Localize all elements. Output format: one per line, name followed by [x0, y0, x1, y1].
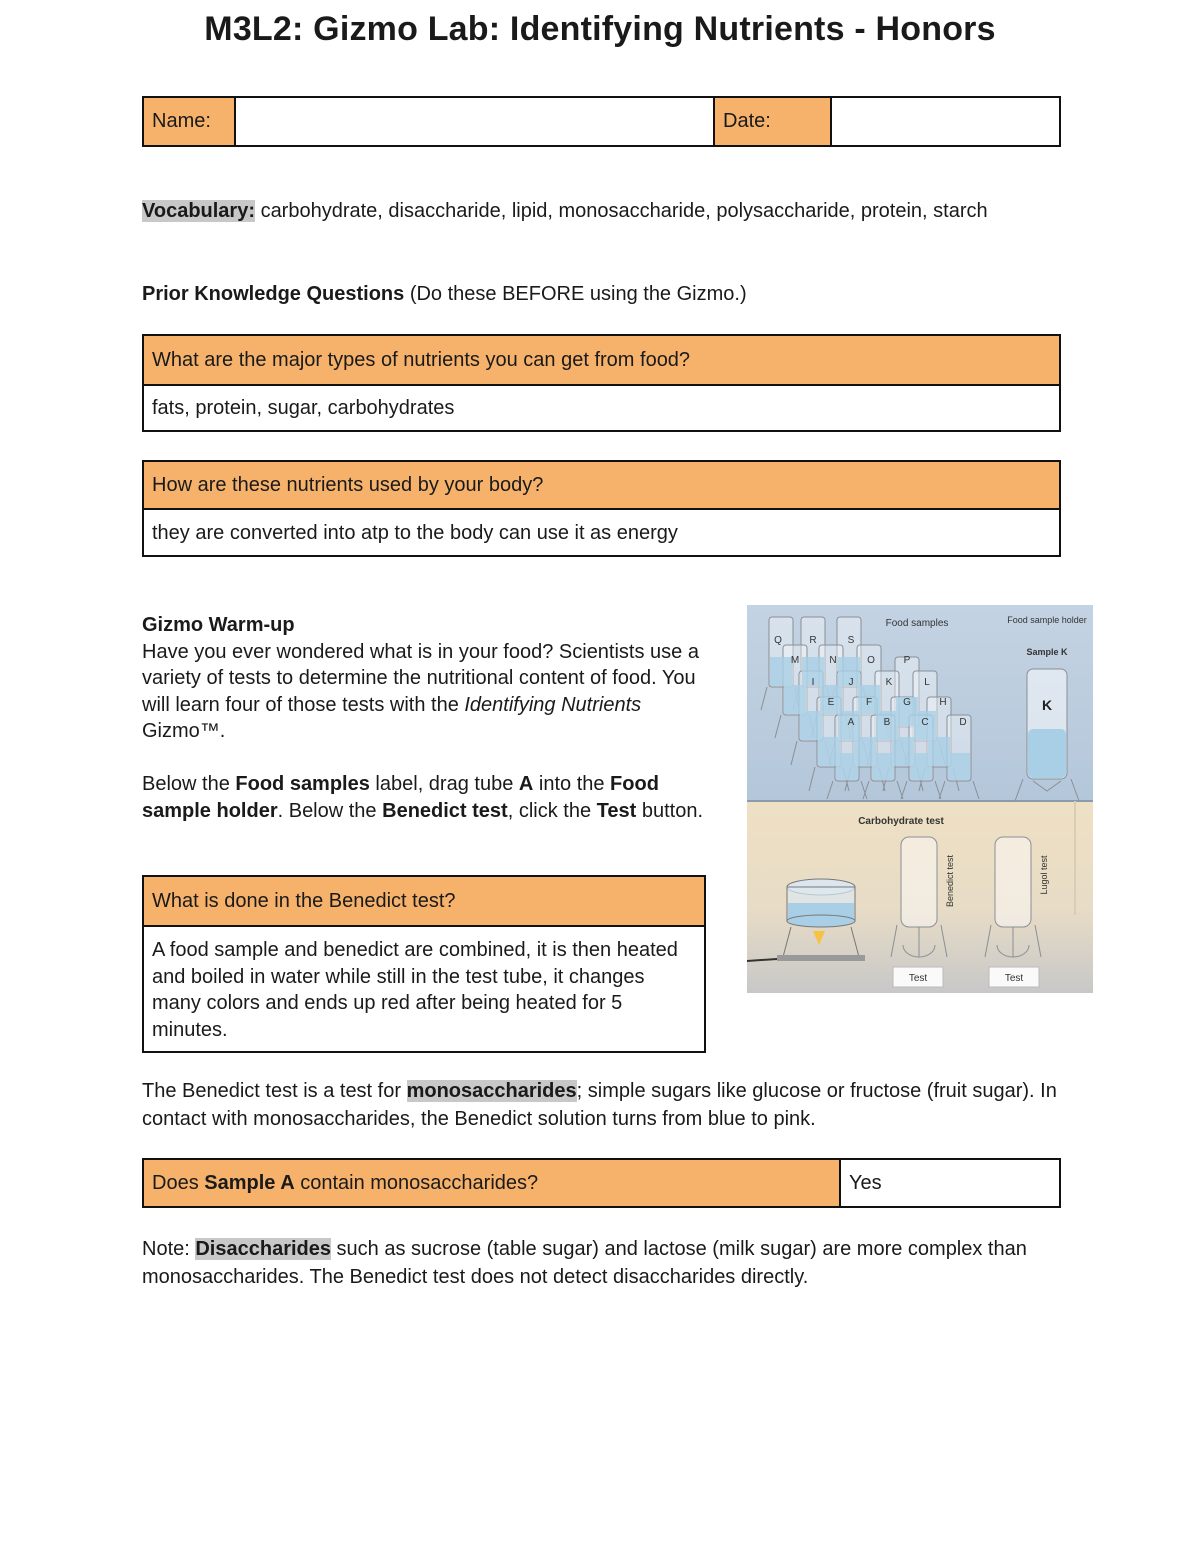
lugol-label: Lugol test: [1039, 855, 1049, 895]
tube-label: H: [939, 697, 947, 708]
date-label: Date:: [715, 98, 832, 145]
warmup-instructions: Below the Food samples label, drag tube A into the Food sample holder. Below the Benedict test, click the Test button.: [142, 773, 703, 822]
food-samples-label: Food samples: [885, 618, 949, 629]
monosaccharides-term: monosaccharides: [406, 1080, 577, 1102]
question-2: How are these nutrients used by your body?: [144, 462, 1059, 510]
test-button-benedict[interactable]: [893, 967, 943, 987]
sample-a-question-row: [142, 1158, 1061, 1208]
vocabulary-label: Vocabulary:: [142, 200, 255, 222]
question-box-1: [142, 334, 1061, 432]
note-paragraph: Note: Disaccharides such as sucrose (table sugar) and lactose (milk sugar) are more complex than monosaccharides. The Benedict test does not detect disaccharides directly.: [142, 1238, 1027, 1288]
warmup-heading: Gizmo Warm-up: [142, 614, 295, 636]
sample-a-answer[interactable]: Yes: [849, 1172, 882, 1194]
name-date-table: [142, 96, 1061, 147]
tube-label: C: [921, 717, 929, 728]
prior-knowledge-heading: [142, 283, 747, 306]
disaccharides-term: Disaccharides: [195, 1238, 331, 1260]
svg-text:Test: Test: [908, 973, 928, 984]
prior-knowledge-note: (Do these BEFORE using the Gizmo.): [409, 283, 747, 305]
tube-label: N: [829, 655, 837, 666]
name-label: Name:: [144, 98, 236, 145]
holder-label: Food sample holder: [1007, 615, 1087, 625]
warmup-section: [142, 612, 712, 824]
tube-label: Q: [774, 635, 782, 646]
benedict-paragraph: The Benedict test is a test for monosaccharides; simple sugars like glucose or fructose (fruit sugar). In contact with monosaccharides, the Benedict solution turns from blue to pink.: [142, 1080, 1057, 1130]
tube-label: F: [865, 697, 873, 708]
tube-label: S: [847, 635, 855, 646]
tube-label: P: [903, 655, 911, 666]
holder-tube-letter: K: [1041, 697, 1053, 713]
tube-label: G: [903, 697, 911, 708]
tube-label: J: [848, 677, 854, 688]
answer-1[interactable]: fats, protein, sugar, carbohydrates: [144, 386, 1059, 430]
tube-label: A: [847, 717, 855, 728]
tube-label: L: [924, 677, 930, 688]
page-title: M3L2: Gizmo Lab: Identifying Nutrients - Honors: [204, 10, 996, 48]
benedict-question-box: [142, 875, 706, 1053]
gizmo-screenshot: [747, 605, 1093, 993]
vocabulary-line: [142, 200, 988, 223]
question-1: What are the major types of nutrients you can get from food?: [144, 336, 1059, 386]
prior-knowledge-title: Prior Knowledge Questions: [142, 283, 405, 305]
carbohydrate-test-label: Carbohydrate test: [858, 816, 944, 827]
tube-label: R: [809, 635, 817, 646]
tube-label: M: [790, 655, 800, 666]
question-box-2: [142, 460, 1061, 557]
name-field[interactable]: [236, 98, 715, 145]
sample-a-question: Does Sample A contain monosaccharides?: [144, 1160, 841, 1206]
warmup-intro: Have you ever wondered what is in your food? Scientists use a variety of tests to determine the nutritional content of food. You will learn four of those tests with the Identifying Nutrients Gizmo™.: [142, 640, 699, 742]
tube-label: K: [885, 677, 893, 688]
tube-label: O: [867, 655, 875, 666]
tube-label: B: [883, 717, 891, 728]
date-field[interactable]: [832, 98, 1059, 145]
svg-text:Test: Test: [1004, 973, 1024, 984]
vocabulary-terms: carbohydrate, disaccharide, lipid, monosaccharide, polysaccharide, protein, starch: [260, 200, 988, 222]
sample-label: Sample K: [1026, 647, 1068, 657]
tube-label: E: [827, 697, 835, 708]
test-button-lugol[interactable]: [989, 967, 1039, 987]
benedict-answer[interactable]: A food sample and benedict are combined, it is then heated and boiled in water while still in the test tube, it changes many colors and ends up red after being heated for 5 minutes.: [144, 927, 704, 1043]
tube-label: I: [811, 677, 815, 688]
answer-2[interactable]: they are converted into atp to the body can use it as energy: [144, 510, 1059, 555]
benedict-label: Benedict test: [945, 854, 955, 908]
tube-label: D: [959, 717, 967, 728]
benedict-question: What is done in the Benedict test?: [144, 877, 704, 927]
